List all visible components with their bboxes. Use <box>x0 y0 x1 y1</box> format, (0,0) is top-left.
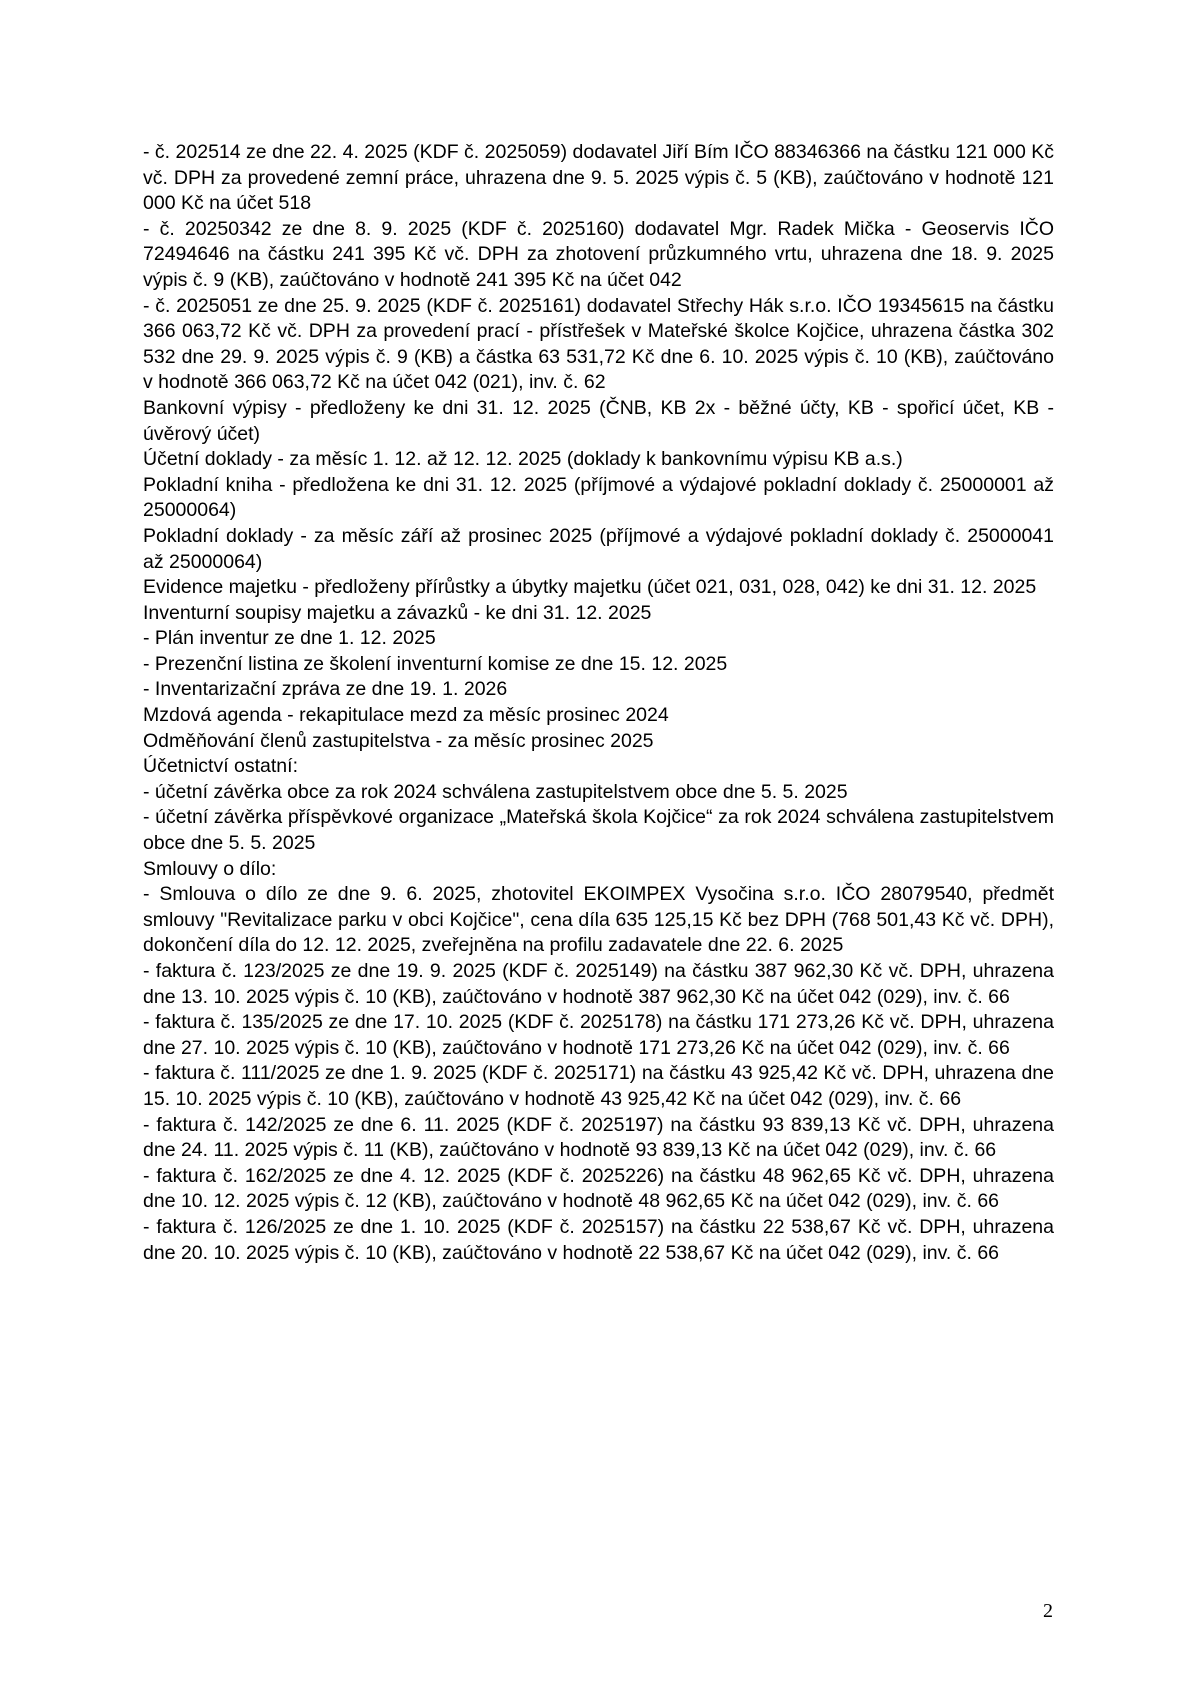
paragraph-inventory-lists: Inventurní soupisy majetku a závazků - ke dni 31. 12. 2025 <box>143 601 652 624</box>
paragraph-inventory-plan: - Plán inventur ze dne 1. 12. 2025 <box>143 627 436 650</box>
paragraph-invoice-135-2025: - faktura č. 135/2025 ze dne 17. 10. 2025 (KDF č. 2025178) na částku 171 273,26 Kč vč. DPH, uhrazena dne 27. 10. 2025 výpis č. 10 (KB), zaúčtováno v hodnotě 171 273,26 Kč na účet 042 (029), inv. č. 66 <box>143 1011 1054 1059</box>
paragraph-kindergarten-financial-statements: - účetní závěrka příspěvkové organizace „Mateřská škola Kojčice“ za rok 2024 schválena zastupitelstvem obce dne 5. 5. 2025 <box>143 806 1054 855</box>
paragraph-council-remuneration: Odměňování členů zastupitelstva - za měsíc prosinec 2025 <box>143 729 654 752</box>
paragraph-invoice-162-2025: - faktura č. 162/2025 ze dne 4. 12. 2025 (KDF č. 2025226) na částku 48 962,65 Kč vč. DPH, uhrazena dne 10. 12. 2025 výpis č. 12 (KB), zaúčtováno v hodnotě 48 962,65 Kč na účet 042 (029), inv. č. 66 <box>143 1164 1054 1213</box>
paragraph-payroll: Mzdová agenda - rekapitulace mezd za měsíc prosinec 2024 <box>143 704 669 727</box>
paragraph-invoice-2025051: - č. 2025051 ze dne 25. 9. 2025 (KDF č. 2025161) dodavatel Střechy Hák s.r.o. IČO 19345615 na částku 366 063,72 Kč vč. DPH za provedení prací - přístřešek v Mateřské školce Kojčice, uhrazena částka 302 532 dne 29. 9. 2025 výpis č. 9 (KB) a částka 63 531,72 Kč dne 6. 10. 2025 výpis č. 10 (KB), zaúčtováno v hodnotě 366 063,72 Kč na účet 042 (021), inv. č. 62 <box>143 294 1054 394</box>
paragraph-asset-records: Evidence majetku - předloženy přírůstky a úbytky majetku (účet 021, 031, 028, 042) ke dni 31. 12. 2025 <box>143 576 1037 599</box>
paragraph-accounting-documents: Účetní doklady - za měsíc 1. 12. až 12. 12. 2025 (doklady k bankovnímu výpisu KB a.s.) <box>143 448 903 471</box>
paragraph-attendance-list: - Prezenční listina ze školení inventurní komise ze dne 15. 12. 2025 <box>143 652 728 675</box>
paragraph-contracts-heading: Smlouvy o dílo: <box>143 857 277 880</box>
paragraph-cash-book: Pokladní kniha - předložena ke dni 31. 12. 2025 (příjmové a výdajové pokladní doklady č. 25000001 až 25000064) <box>143 473 1054 522</box>
paragraph-contract-ekoimpex: - Smlouva o dílo ze dne 9. 6. 2025, zhotovitel EKOIMPEX Vysočina s.r.o. IČO 28079540, předmět smlouvy "Revitalizace parku v obci Kojčice", cena díla 635 125,15 Kč bez DPH (768 501,43 Kč vč. DPH), dokončení díla do 12. 12. 2025, zveřejněna na profilu zadavatele dne 22. 6. 2025 <box>143 883 1054 957</box>
paragraph-invoice-20250342: - č. 20250342 ze dne 8. 9. 2025 (KDF č. 2025160) dodavatel Mgr. Radek Mička - Geoservis IČO 72494646 na částku 241 395 Kč vč. DPH za zhotovení průzkumného vrtu, uhrazena dne 18. 9. 2025 výpis č. 9 (KB), zaúčtováno v hodnotě 241 395 Kč na účet 042 <box>143 217 1054 291</box>
paragraph-municipal-financial-statements: - účetní závěrka obce za rok 2024 schválena zastupitelstvem obce dne 5. 5. 2025 <box>143 780 848 803</box>
paragraph-invoice-202514: - č. 202514 ze dne 22. 4. 2025 (KDF č. 2025059) dodavatel Jiří Bím IČO 88346366 na částku 121 000 Kč vč. DPH za provedené zemní práce, uhrazena dne 9. 5. 2025 výpis č. 5 (KB), zaúčtováno v hodnotě 121 000 Kč na účet 518 <box>143 141 1054 215</box>
page-number: 2 <box>1043 1600 1053 1622</box>
paragraph-cash-documents: Pokladní doklady - za měsíc září až prosinec 2025 (příjmové a výdajové pokladní doklady č. 25000041 až 25000064) <box>143 524 1054 573</box>
paragraph-inventory-report: - Inventarizační zpráva ze dne 19. 1. 2026 <box>143 678 508 701</box>
paragraph-invoice-111-2025: - faktura č. 111/2025 ze dne 1. 9. 2025 (KDF č. 2025171) na částku 43 925,42 Kč vč. DPH, uhrazena dne 15. 10. 2025 výpis č. 10 (KB), zaúčtováno v hodnotě 43 925,42 Kč na účet 042 (029), inv. č. 66 <box>143 1062 1054 1110</box>
paragraph-bank-statements: Bankovní výpisy - předloženy ke dni 31. 12. 2025 (ČNB, KB 2x - běžné účty, KB - spořicí účet, KB - úvěrový účet) <box>143 396 1054 445</box>
paragraph-invoice-123-2025: - faktura č. 123/2025 ze dne 19. 9. 2025 (KDF č. 2025149) na částku 387 962,30 Kč vč. DPH, uhrazena dne 13. 10. 2025 výpis č. 10 (KB), zaúčtováno v hodnotě 387 962,30 Kč na účet 042 (029), inv. č. 66 <box>143 960 1054 1008</box>
paragraph-other-accounting-heading: Účetnictví ostatní: <box>143 755 298 778</box>
document-body <box>143 140 1054 1266</box>
paragraph-invoice-126-2025: - faktura č. 126/2025 ze dne 1. 10. 2025 (KDF č. 2025157) na částku 22 538,67 Kč vč. DPH, uhrazena dne 20. 10. 2025 výpis č. 10 (KB), zaúčtováno v hodnotě 22 538,67 Kč na účet 042 (029), inv. č. 66 <box>143 1215 1054 1264</box>
paragraph-invoice-142-2025: - faktura č. 142/2025 ze dne 6. 11. 2025 (KDF č. 2025197) na částku 93 839,13 Kč vč. DPH, uhrazena dne 24. 11. 2025 výpis č. 11 (KB), zaúčtováno v hodnotě 93 839,13 Kč na účet 042 (029), inv. č. 66 <box>143 1113 1054 1162</box>
